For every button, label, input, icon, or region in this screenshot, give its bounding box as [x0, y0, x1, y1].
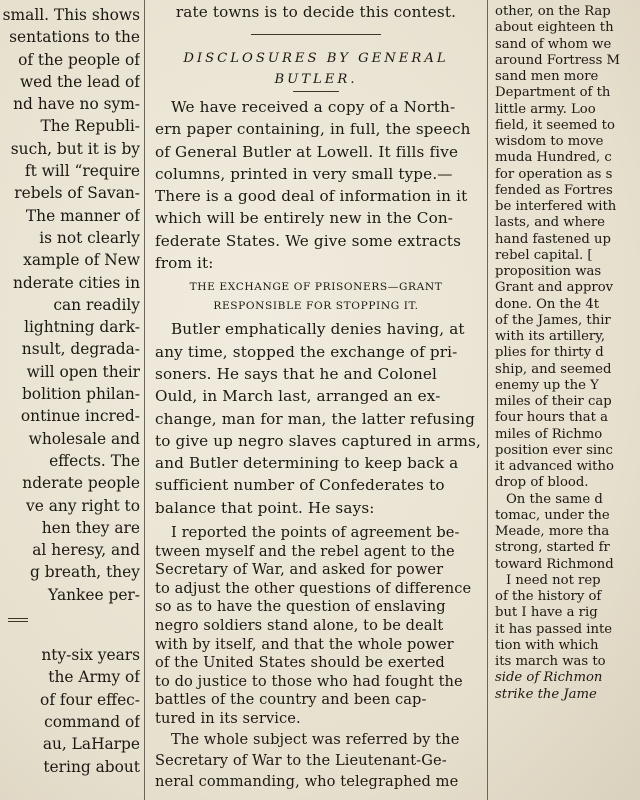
text-line: Meade, more tha [495, 524, 610, 539]
text-line: for operation as s [495, 166, 613, 182]
text-line: but I have a rig [495, 605, 598, 621]
text-line: and Butler determining to keep back a [155, 454, 459, 473]
text-line: with its artillery, [495, 329, 606, 344]
text-line: strong, started fr [495, 540, 610, 556]
text-line: tion with which [495, 637, 599, 653]
text-line: balance that point. He says: [155, 498, 375, 517]
text-line: wed the lead of [19, 72, 140, 91]
quote-line: I reported the points of agreement be- [171, 524, 460, 542]
text-line: small. This shows [2, 6, 140, 24]
text-line: sand men more [495, 69, 599, 84]
text-line: lightning dark- [24, 318, 140, 337]
text-line: little army. Loo [495, 101, 596, 117]
text-line: four hours that a [495, 410, 609, 426]
column-rule [487, 0, 488, 800]
text-line: of the James, thir [495, 312, 611, 328]
left-column [0, 0, 140, 800]
text-line: The Republi- [40, 117, 140, 136]
quote-line: The whole subject was referred by the [171, 730, 460, 748]
text-line: wholesale and [28, 429, 140, 448]
column-rule [144, 0, 145, 800]
text-line: any time, stopped the exchange of pri- [155, 342, 458, 361]
right-column [492, 0, 640, 800]
text-line: hen they are [41, 518, 140, 537]
text-line: other, on the Rap [495, 4, 611, 19]
text-line: plies for thirty d [495, 345, 604, 361]
text-line: will open their [26, 362, 140, 381]
text-line: Yankee per- [47, 585, 140, 604]
text-line: The manner of [25, 206, 140, 225]
text-line: be interfered with [495, 199, 617, 214]
quote-line: to adjust the other questions of difference [155, 579, 472, 597]
text-line: Grant and approv [495, 280, 614, 296]
text-line: tomac, under the [495, 507, 610, 523]
quote-line: neral commanding, who telegraphed me [155, 772, 459, 790]
text-line: command of [44, 712, 140, 731]
text-line: au, LaHarpe [42, 735, 140, 754]
text-line: about eighteen th [495, 20, 614, 36]
text-line: ontinue incred- [20, 407, 140, 426]
text-line: strike the Jame [495, 686, 597, 702]
text-line: nderate cities in [13, 273, 140, 292]
divider [293, 91, 339, 92]
text-line: Department of th [495, 85, 611, 101]
quote-line: with by itself, and that the whole power [155, 635, 454, 653]
text-line: effects. The [49, 451, 140, 470]
quote-line: of the United States should be exerted [155, 654, 445, 672]
text-line: it advanced witho [495, 459, 614, 474]
text-line: it has passed inte [495, 621, 613, 637]
text-line: hand fastened up [495, 231, 611, 247]
section-subhead: THE EXCHANGE OF PRISONERS—GRANT [189, 281, 443, 294]
text-line: sand of whom we [495, 36, 612, 52]
text-line: is not clearly [39, 228, 140, 247]
text-line: muda Hundred, c [495, 150, 612, 166]
text-line: change, man for man, the latter refusing [155, 409, 475, 428]
text-line: lasts, and where [495, 215, 605, 231]
text-line: federate States. We give some extracts [155, 231, 462, 250]
text-line: to give up negro slaves captured in arms, [155, 431, 481, 450]
text-line: sufficient number of Confederates to [155, 476, 445, 495]
text-line: rate towns is to decide this contest. [175, 3, 457, 21]
text-line: around Fortress M [495, 52, 621, 68]
text-line: proposition was [495, 264, 602, 279]
text-line: its march was to [495, 654, 606, 669]
text-line: field, it seemed to [495, 117, 615, 133]
text-line: can readily [53, 295, 140, 314]
text-line: miles of Richmo [495, 426, 603, 442]
text-line: of General Butler at Lowell. It fills five [155, 142, 459, 161]
text-line: wisdom to move [495, 134, 604, 149]
text-line: ship, and seemed [495, 361, 612, 377]
article-column [149, 0, 483, 800]
text-line: ve any right to [26, 496, 140, 515]
text-line: Ould, in March last, arranged an ex- [155, 387, 441, 406]
article-headline: BUTLER. [274, 72, 358, 87]
text-line: which will be entirely new in the Con- [155, 209, 454, 228]
text-line: We have received a copy of a North- [171, 98, 456, 116]
text-line: such, but it is by [10, 139, 140, 158]
text-line: xample of New [23, 251, 140, 270]
text-line: bolition philan- [21, 385, 140, 404]
text-line: ern paper containing, in full, the speech [155, 120, 471, 139]
text-line: tering about [43, 757, 140, 776]
text-line: toward Richmond [495, 556, 614, 572]
quote-line: tween myself and the rebel agent to the [155, 542, 455, 560]
quote-line: tured in its service. [155, 709, 301, 727]
text-line: columns, printed in very small type.— [155, 164, 453, 183]
text-line: side of Richmon [495, 670, 603, 686]
text-line: rebels of Savan- [14, 184, 140, 203]
text-line: of the people of [18, 50, 140, 69]
section-subhead: RESPONSIBLE FOR STOPPING IT. [213, 300, 419, 313]
text-line: rebel capital. [ [495, 247, 593, 263]
text-line: position ever sinc [495, 442, 613, 458]
text-line: nsult, degrada- [21, 340, 140, 359]
article-headline: DISCLOSURES BY GENERAL [183, 51, 449, 66]
text-line: There is a good deal of information in it [155, 187, 468, 206]
text-line: drop of blood. [495, 475, 589, 491]
text-line: nty-six years [41, 646, 140, 665]
text-line: Butler emphatically denies having, at [171, 320, 465, 339]
quote-line: Secretary of War, and asked for power [155, 561, 444, 579]
text-line: miles of their cap [495, 394, 612, 409]
text-line: done. On the 4t [495, 296, 600, 312]
text-line: soners. He says that he and Colonel [155, 364, 438, 383]
text-line: nd have no sym- [13, 95, 140, 114]
quote-line: so as to have the question of enslaving [155, 598, 446, 616]
section-divider [0, 606, 140, 644]
divider [251, 34, 381, 35]
text-line: I need not rep [506, 572, 601, 588]
text-line: sentations to the [9, 28, 140, 47]
text-line: the Army of [48, 668, 140, 687]
text-line: from it: [155, 254, 214, 273]
text-line: enemy up the Y [495, 377, 599, 393]
quote-line: to do justice to those who had fought the [155, 672, 463, 690]
text-line: al heresy, and [32, 541, 140, 560]
text-line: On the same d [506, 491, 603, 507]
text-line: fended as Fortres [495, 182, 613, 198]
quote-line: negro soldiers stand alone, to be dealt [155, 617, 444, 635]
text-line: ft will “require [24, 162, 140, 181]
text-line: g breath, they [29, 563, 140, 582]
quote-line: Secretary of War to the Lieutenant-Ge- [155, 751, 447, 769]
quote-line: battles of the country and been cap- [155, 691, 427, 709]
text-line: of four effec- [40, 690, 140, 709]
text-line: nderate people [22, 474, 140, 493]
text-line: of the history of [495, 589, 602, 604]
